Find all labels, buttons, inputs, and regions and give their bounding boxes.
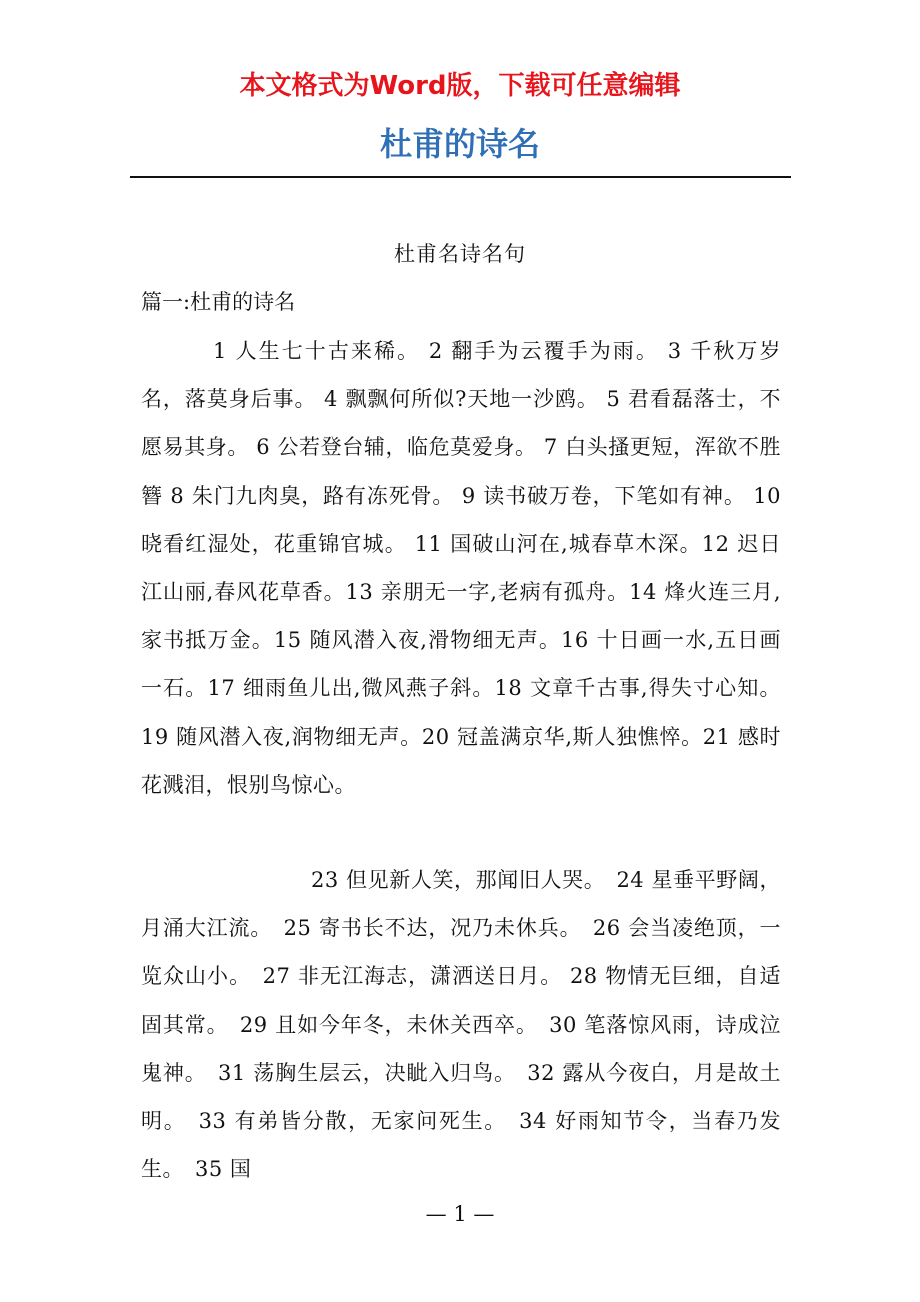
poem-lines-paragraph-1: 1 人生七十古来稀。 2 翻手为云覆手为雨。 3 千秋万岁名，落莫身后事。 4 飘飘何所似?天地一沙鸥。 5 君看磊落士，不愿易其身。 6 公若登台辅，临危莫爱身。 7 白头搔更短，浑欲不胜簪 8 朱门九肉臭，路有冻死骨。 9 读书破万卷，下笔如有神。 10 晓看红湿处，花重锦官城。 11 国破山河在,城春草木深。12 迟日江山丽,春风花草香。13 亲朋无一字,老病有孤舟。14 烽火连三月,家书抵万金。15 随风潜入夜,滑物细无声。16 十日画一水,五日画一石。17 细雨鱼儿出,微风燕子斜。18 文章千古事,得失寸心知。19 随风潜入夜,润物细无声。20 冠盖满京华,斯人独憔悴。21 感时花溅泪，恨别鸟惊心。 [141, 339, 781, 797]
poem-lines-paragraph-2: 23 但见新人笑，那闻旧人哭。 24 星垂平野阔，月涌大江流。 25 寄书长不达，况乃未休兵。 26 会当凌绝顶，一览众山小。 27 非无江海志，潇洒送日月。 28 物情无巨细，自适固其常。 29 且如今年冬，未休关西卒。 30 笔落惊风雨，诗成泣鬼神。 31 荡胸生层云，决眦入归鸟。 32 露从今夜白，月是故土明。 33 有弟皆分散，无家问死生。 34 好雨知节令，当春乃发生。 35 国 [141, 868, 781, 1182]
page-number: — 1 — [425, 1202, 495, 1226]
title-divider [130, 176, 791, 178]
article-heading: 杜甫名诗名句 [394, 242, 526, 266]
format-notice-banner: 本文格式为Word版，下载可任意编辑 [239, 71, 681, 101]
section-heading: 篇一:杜甫的诗名 [141, 290, 296, 314]
document-title: 杜甫的诗名 [379, 125, 540, 163]
